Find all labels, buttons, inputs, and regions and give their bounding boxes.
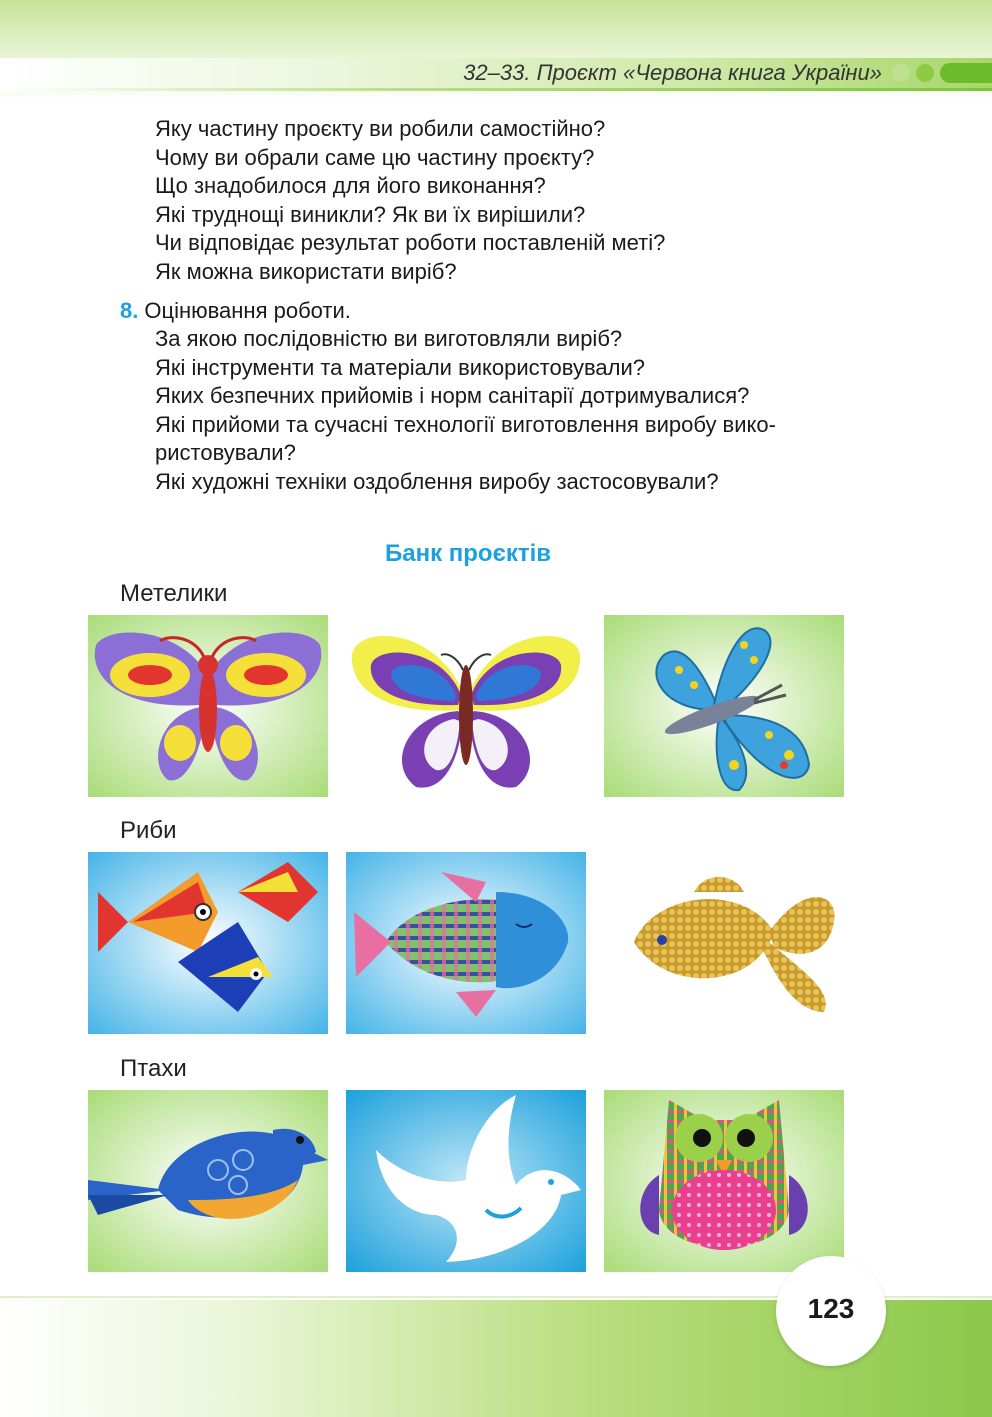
decor-dot <box>916 64 934 82</box>
section-heading <box>120 297 351 326</box>
question-line: Що знадобилося для його виконання? <box>155 173 546 198</box>
group-label-fish: Риби <box>120 817 177 844</box>
patchwork-owl-icon <box>604 1090 844 1272</box>
question-line: За якою послідовністю ви виготовляли виріб? <box>155 326 623 351</box>
group-label-butterflies: Метелики <box>120 580 228 607</box>
chapter-title: 32–33. Проєкт «Червона книга України» <box>463 60 882 85</box>
question-line: Як можна використати виріб? <box>155 258 457 284</box>
question-line: Яких безпечних прийомів і норм санітарії дотримувалися? <box>155 383 750 408</box>
question-line: Які художні техніки оздоблення виробу застосовували? <box>155 468 719 494</box>
tissue-butterfly-icon <box>346 615 586 797</box>
decor-dot <box>892 64 910 82</box>
evaluation-questions <box>155 325 776 496</box>
question-line: Чому ви обрали саме цю частину проєкту? <box>155 144 595 170</box>
bank-title: Банк проєктів <box>384 540 552 567</box>
decor-bar <box>940 63 992 83</box>
patchwork-fish-icon <box>346 852 586 1034</box>
section-title: Оцінювання роботи. <box>144 298 351 323</box>
fan-fish-icon <box>88 852 328 1034</box>
group-label-birds: Птахи <box>120 1055 187 1082</box>
question-line: Чи відповідає результат роботи поставленій меті? <box>155 230 666 255</box>
header-divider <box>0 88 992 91</box>
question-line: Які інструменти та матеріали використовували? <box>155 354 645 380</box>
beaded-fish-icon <box>604 852 844 1034</box>
page-number: 123 <box>807 1293 855 1324</box>
cutout-dove-icon <box>346 1090 586 1272</box>
question-line: Які прийоми та сучасні технології виготовлення виробу вико- <box>155 411 776 437</box>
quilled-bird-icon <box>88 1090 328 1272</box>
question-line: Яку частину проєкту ви робили самостійно? <box>155 116 606 141</box>
question-line: ристовували? <box>155 440 296 465</box>
paper-butterfly-icon <box>88 615 328 797</box>
reflection-questions <box>155 115 665 286</box>
question-line: Які труднощі виникли? Як ви їх вирішили? <box>155 201 586 227</box>
section-number: 8. <box>120 298 139 323</box>
header-decoration <box>892 62 992 84</box>
clay-butterfly-icon <box>604 615 844 797</box>
